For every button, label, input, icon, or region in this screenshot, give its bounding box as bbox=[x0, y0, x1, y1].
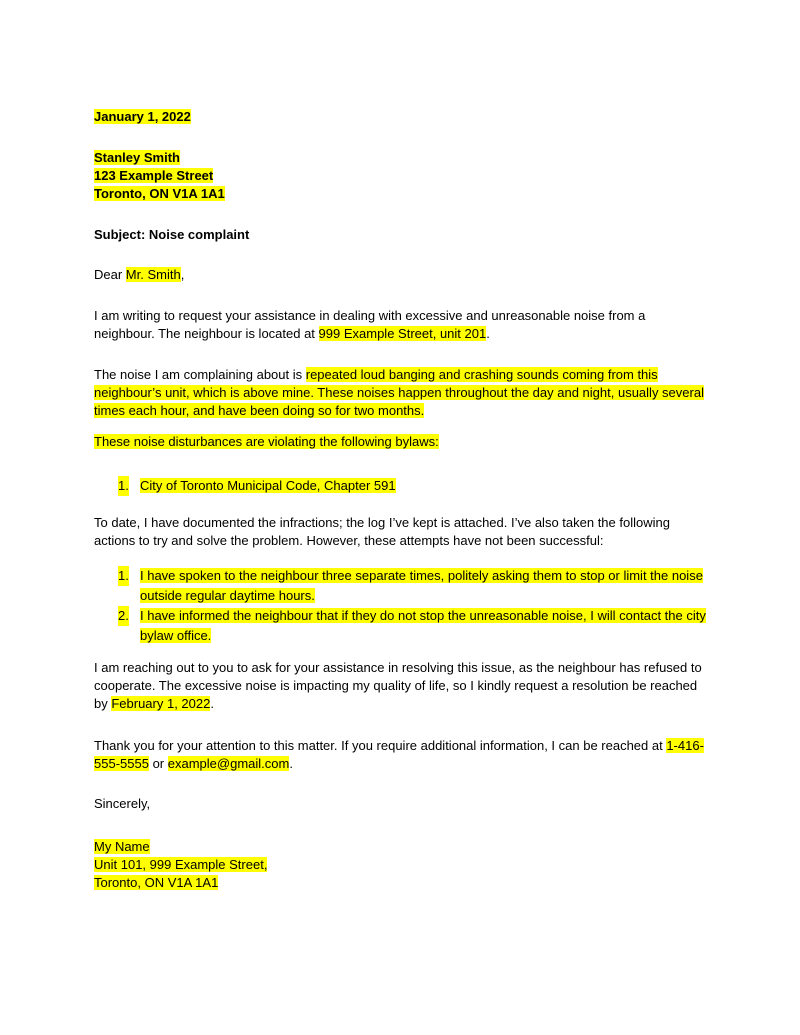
bylaws-intro bbox=[94, 433, 709, 451]
paragraph-noise-description bbox=[94, 366, 709, 420]
bylaws-intro-text: These noise disturbances are violating the following bylaws: bbox=[94, 434, 439, 449]
action-text: I have informed the neighbour that if they do not stop the unreasonable noise, I will contact the city bylaw office. bbox=[140, 608, 706, 643]
recipient-city: Toronto, ON V1A 1A1 bbox=[94, 186, 225, 201]
paragraph-contact bbox=[94, 737, 709, 773]
action-text: I have spoken to the neighbour three separate times, politely asking them to stop or limit the noise outside regular daytime hours. bbox=[140, 568, 703, 603]
sender-name: My Name bbox=[94, 839, 150, 854]
paragraph-request-text: I am writing to request your assistance in dealing with excessive and unreasonable noise from a neighbour. The neighbour is located at bbox=[94, 308, 646, 341]
assistance-end: . bbox=[210, 696, 214, 711]
recipient-address bbox=[94, 149, 709, 203]
sender-street: Unit 101, 999 Example Street, bbox=[94, 857, 268, 872]
neighbour-location: 999 Example Street, unit 201 bbox=[318, 326, 487, 341]
paragraph-request bbox=[94, 307, 709, 343]
sender-address bbox=[94, 838, 709, 892]
action-number: 2. bbox=[118, 606, 129, 626]
action-list-item bbox=[118, 606, 708, 646]
paragraph-request-end: . bbox=[486, 326, 490, 341]
bylaw-number: 1. bbox=[118, 476, 129, 496]
contact-phone: 1-416-555-5555 bbox=[94, 738, 704, 771]
bylaw-text: City of Toronto Municipal Code, Chapter 591 bbox=[140, 478, 396, 493]
noise-description: repeated loud banging and crashing sounds coming from this neighbour’s unit, which is above mine. These noises happen throughout the day and night, usually several times each hour, and have been doing so for two months. bbox=[94, 367, 704, 418]
resolution-deadline: February 1, 2022 bbox=[111, 696, 211, 711]
paragraph-documentation: To date, I have documented the infractions; the log I’ve kept is attached. I’ve also taken the following actions to try and solve the problem. However, these attempts have not been successful: bbox=[94, 515, 670, 548]
action-number: 1. bbox=[118, 566, 129, 586]
paragraph-assistance bbox=[94, 659, 709, 713]
closing: Sincerely, bbox=[94, 796, 151, 811]
letter-page bbox=[94, 0, 714, 1035]
sender-city: Toronto, ON V1A 1A1 bbox=[94, 875, 219, 890]
letter-date bbox=[94, 108, 709, 126]
contact-email: example@gmail.com bbox=[167, 756, 290, 771]
salutation-name: Mr. Smith bbox=[125, 267, 181, 282]
contact-or: or bbox=[148, 756, 168, 771]
contact-end: . bbox=[289, 756, 293, 771]
noise-intro: The noise I am complaining about is bbox=[94, 367, 306, 382]
salutation-prefix: Dear bbox=[94, 267, 126, 282]
assistance-text: I am reaching out to you to ask for your assistance in resolving this issue, as the neighbour has refused to cooperate. The excessive noise is impacting my quality of life, so I kindly request a resolution be reached by bbox=[94, 660, 702, 711]
recipient-name: Stanley Smith bbox=[94, 150, 180, 165]
salutation-suffix: , bbox=[180, 267, 185, 282]
bylaw-list-item bbox=[118, 476, 708, 496]
salutation bbox=[94, 266, 709, 284]
letter-subject: Subject: Noise complaint bbox=[94, 227, 250, 242]
recipient-street: 123 Example Street bbox=[94, 168, 214, 183]
contact-text: Thank you for your attention to this matter. If you require additional information, I can be reached at bbox=[94, 738, 667, 753]
date-text: January 1, 2022 bbox=[94, 109, 191, 124]
action-list-item bbox=[118, 566, 708, 606]
